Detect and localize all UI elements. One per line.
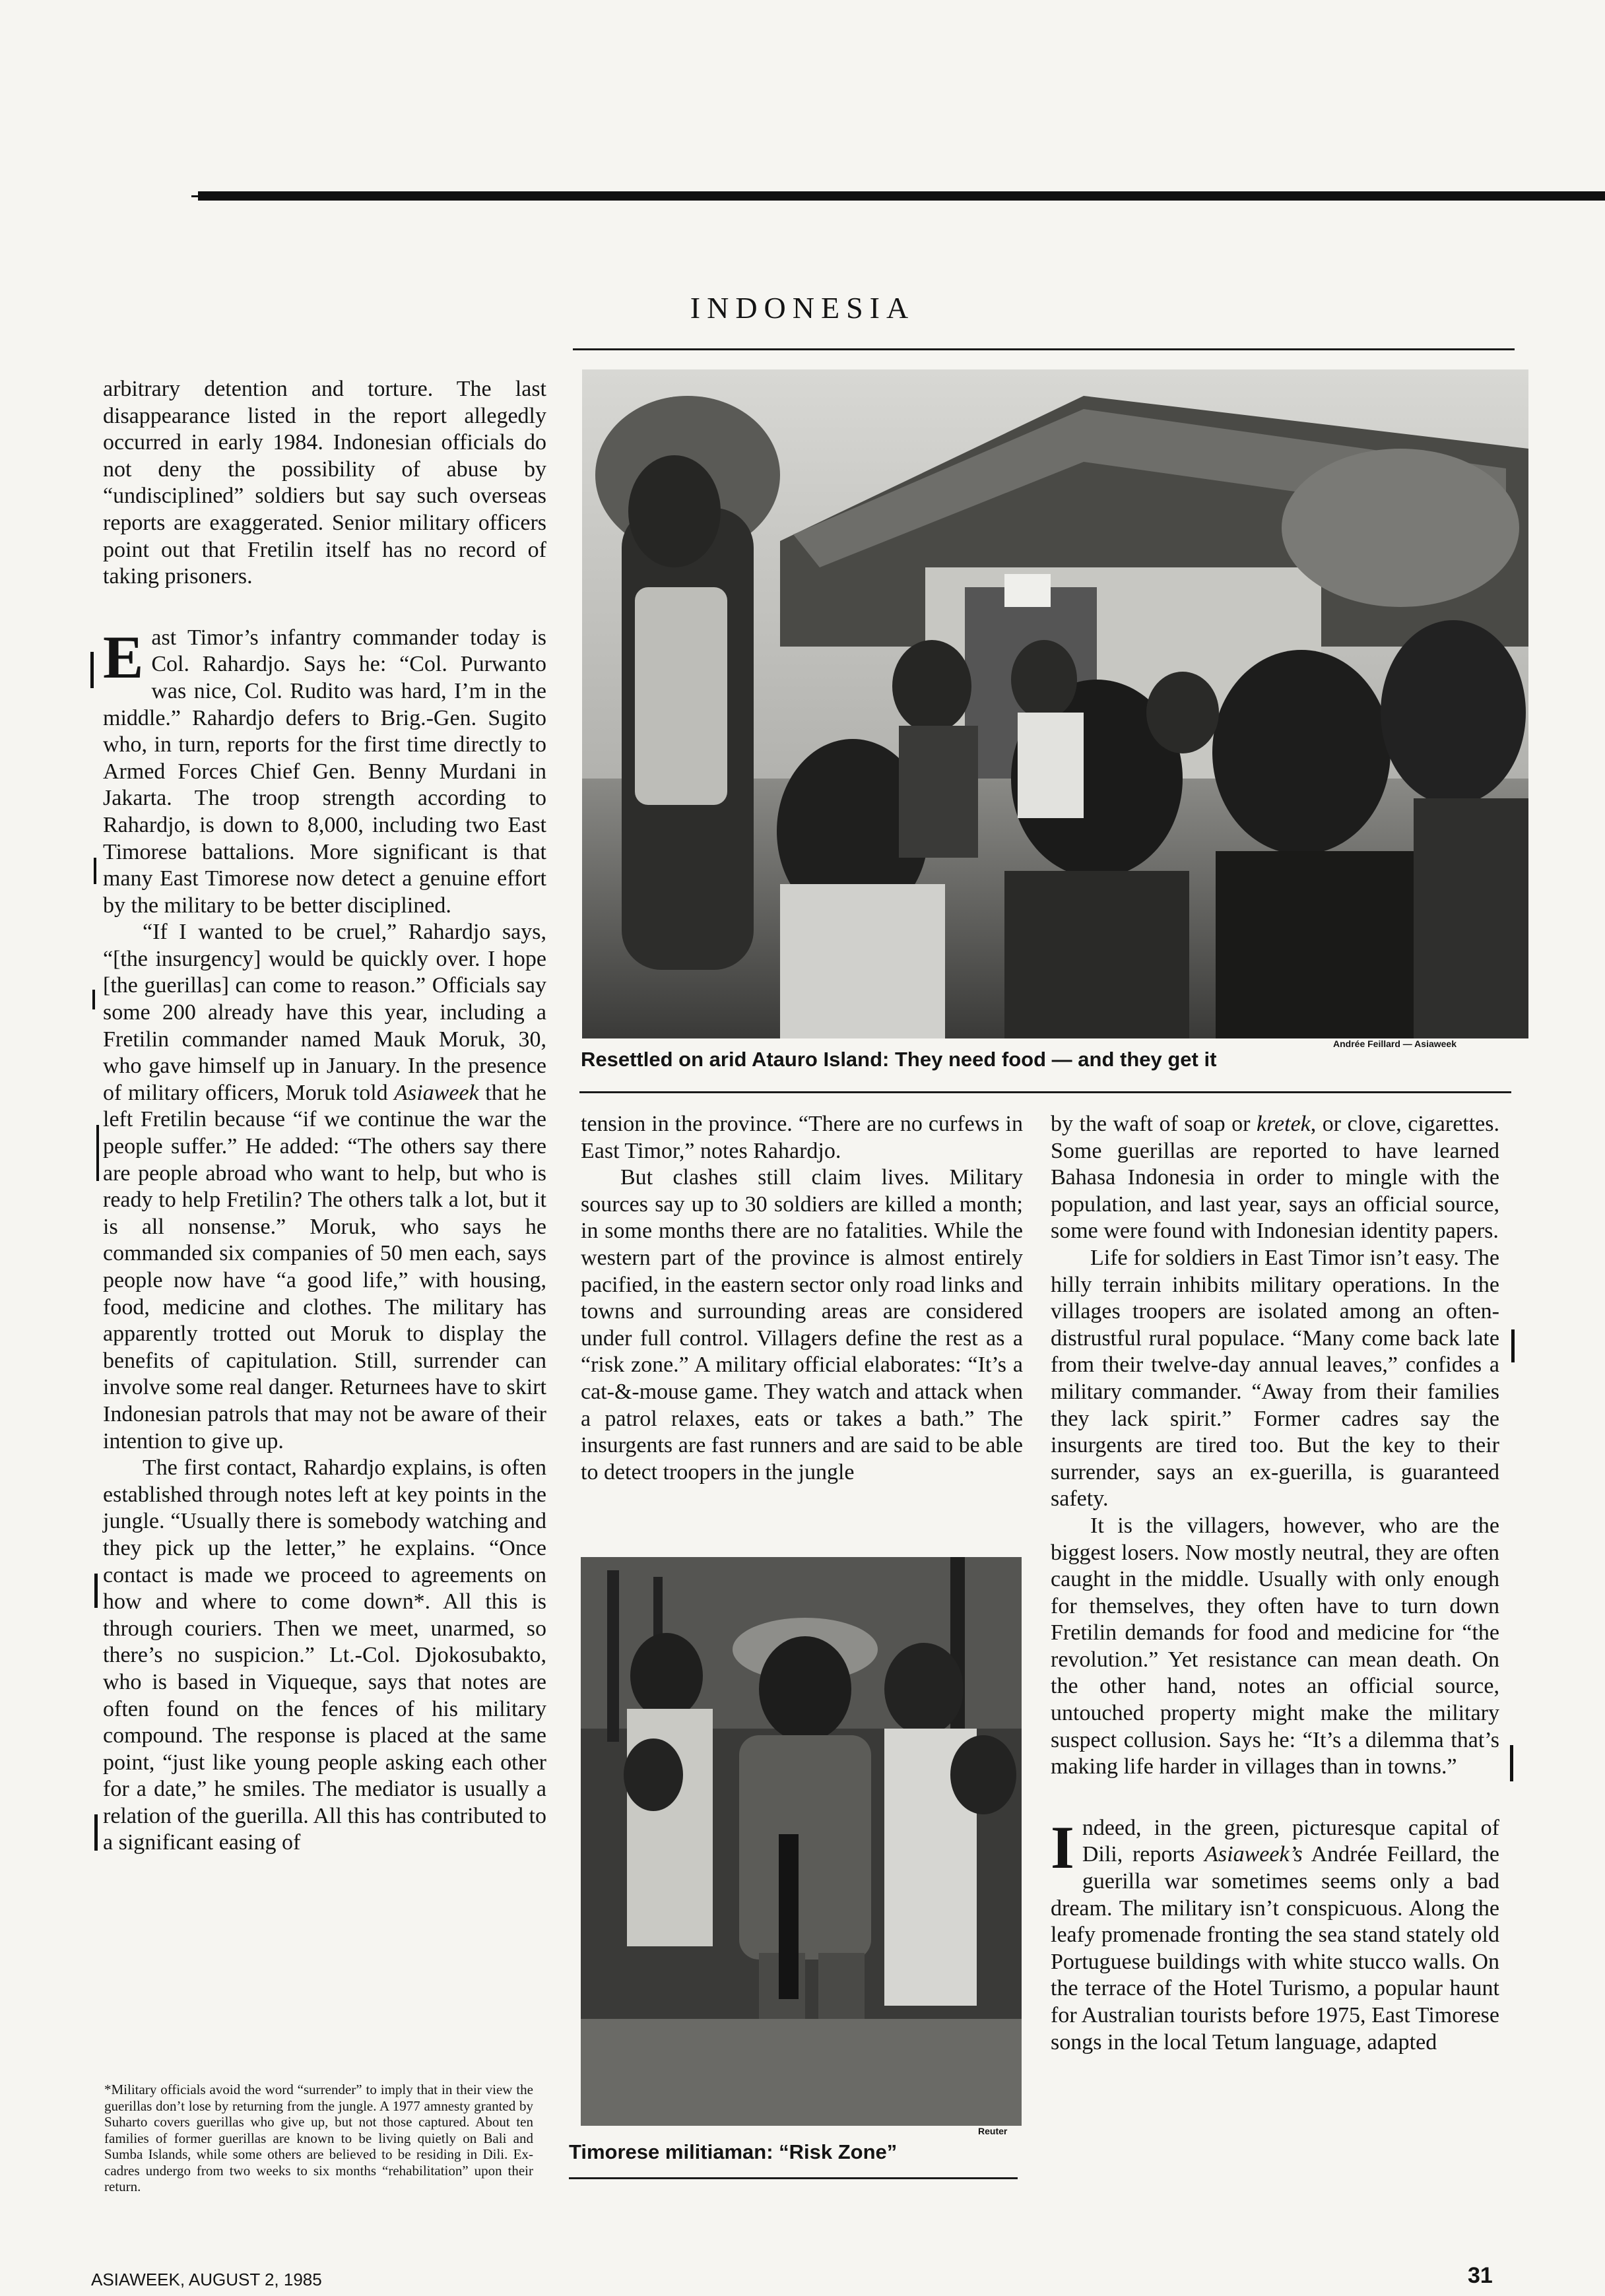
margin-mark	[96, 1125, 99, 1181]
photo-illustration	[582, 369, 1528, 1038]
photo1-caption: Resettled on arid Atauro Island: They need food — and they get it	[581, 1048, 1217, 1071]
margin-mark	[94, 1574, 98, 1608]
col1-paragraph-2: East Timor’s infantry commander today is Col. Rahardjo. Says he: “Col. Purwanto was nice, Col. Rudito was hard, I’m in the middle.” Rahardjo defers to Brig.-Gen. Sugito who, in turn, reports for the first time directly to Armed Forces Chief Gen. Benny Murdani in Jakarta. The troop strength according to Rahardjo, is down to 8,000, including two East Timorese battalions. More significant is that many East Timorese now detect a genuine effort by the military to be better disciplined.	[103, 623, 546, 918]
photo2-caption: Timorese militiaman: “Risk Zone”	[569, 2140, 898, 2163]
col1-paragraph-3: “If I wanted to be cruel,” Rahardjo says, “[the insurgency] would be quickly over. I hope [the guerillas] can come to reason.” Officials say some 200 already have this year, including a Fretilin commander named Mauk Moruk, 30, who gave himself up in January. In the presence of military officers, Moruk told Asiaweek that he left Fretilin because “if we continue the war the people suffer.” He added: “The others say there are people abroad who want to help, but who is ready to help Fretilin? The others talk a lot, but it is all nonsense.” Moruk, who says he commanded six companies of 50 men each, says people now have “a good life,” with housing, food, medicine and clothes. The military has apparently trotted out Moruk to display the benefits of capitulation. Still, surrender can involve some real danger. Returnees have to skirt Indonesian patrols that may not be aware of their intention to give up.	[103, 920, 547, 1453]
margin-mark	[1511, 1329, 1515, 1362]
col3-paragraph-2: Life for soldiers in East Timor isn’t easy. The hilly terrain inhibits military operations. In the villages troopers are isolated among an often-distrustful rural populace. “Many come back late from their twelve-day annual leaves,” confides a military commander. “Away from their families they lack spirit.” Former cadres say the insurgents are tired too. But the key to their surrender, says an ex-guerilla, is guaranteed safety.	[1051, 1245, 1499, 1512]
photo-timorese-militiaman	[581, 1557, 1022, 2126]
col2-paragraph-1: tension in the province. “There are no curfews in East Timor,” notes Rahardjo.	[581, 1112, 1023, 1163]
column-1	[103, 376, 546, 1857]
col3-paragraph-3: It is the villagers, however, who are the biggest losers. Now mostly neutral, they are often caught in the middle. Usually with only enough for themselves, they often have to turn down Fretilin demands for food and medicine for “the revolution.” Yet resistance can mean death. On the other hand, notes an official source, untouched property might make the military suspect collusion. Says he: “It’s a dilemma that’s making life harder in villages than in towns.”	[1051, 1513, 1499, 1779]
col3-paragraph-1: by the waft of soap or kretek, or clove, cigarettes. Some guerillas are reported to have learned Bahasa Indonesia in order to mingle with the population, and last year, says an official source, some were found with Indonesian identity papers.	[1051, 1112, 1499, 1244]
top-rule	[198, 191, 1605, 201]
photo1-credit: Andrée Feillard — Asiaweek	[1333, 1038, 1457, 1049]
col3-paragraph-4: Indeed, in the green, picturesque capital of Dili, reports Asiaweek’s Andrée Feillard, the guerilla war sometimes seems only a bad dream. The military isn’t conspicuous. Along the leafy promenade fronting the sea stand stately old Portuguese buildings with white stucco walls. On the terrace of the Hotel Turismo, a popular haunt for Australian tourists before 1975, East Timorese songs in the local Tetum language, adapted	[1051, 1813, 1499, 2055]
photo-resettled-villagers	[582, 369, 1528, 1038]
margin-mark	[1510, 1745, 1513, 1781]
column-2	[581, 1111, 1023, 1486]
footer-publication: ASIAWEEK, AUGUST 2, 1985	[91, 2270, 322, 2289]
photo2-credit: Reuter	[978, 2126, 1008, 2136]
margin-mark	[94, 858, 96, 884]
footnote: *Military officials avoid the word “surrender” to imply that in their view the guerillas don’t lose by returning from the jungle. A 1977 amnesty granted by Suharto covers guerillas who give up, but not those captured. About ten families of former guerillas are known to be living quietly on Bali and Sumba Islands, while some others are believed to be residing in Dili. Ex-cadres undergo from two weeks to six months “rehabilitation” upon their return.	[104, 2082, 533, 2194]
col2-paragraph-2: But clashes still claim lives. Military sources say up to 30 soldiers are killed a month; in some months there are no fatalities. While the western part of the province is almost entirely pacified, in the eastern sector only road links and towns and surrounding areas are considered under full control. Villagers define the rest as a “risk zone.” A military official elaborates: “It’s a cat-&-mouse game. They watch and attack when a patrol relaxes, eats or takes a bath.” The insurgents are fast runners and are said to be able to detect troopers in the jungle	[581, 1165, 1023, 1484]
dropcap-e: E	[103, 623, 144, 691]
section-title: INDONESIA	[690, 291, 915, 325]
margin-mark	[92, 990, 95, 1009]
margin-mark	[94, 1814, 98, 1851]
col1-paragraph-1: arbitrary detention and torture. The last disappearance listed in the report allegedly occurred in early 1984. Indonesian officials do not deny the possibility of abuse by “undisciplined” soldiers but say such overseas reports are exaggerated. Senior military officers point out that Fretilin itself has no record of taking prisoners.	[103, 377, 546, 589]
photo-illustration	[581, 1557, 1022, 2126]
margin-mark	[90, 652, 94, 688]
column-3	[1051, 1111, 1499, 2056]
caption-rule	[579, 1091, 1511, 1093]
dropcap-i: I	[1051, 1813, 1074, 1881]
section-rule	[573, 348, 1515, 350]
col1-paragraph-4: The first contact, Rahardjo explains, is often established through notes left at key points in the jungle. “Usually there is somebody watching and they pick up the letter,” he explains. “Once contact is made we proceed to agreements on how and where to come down*. All this is through couriers. Then we meet, unarmed, so there’s no suspicion.” Lt.-Col. Djokosubakto, who is based in Viqueque, says that notes are often found on the fences of his military compound. The response is placed at the same point, “just like young people asking each other for a date,” he smiles. The mediator is usually a relation of the guerilla. All this has contributed to a significant easing of	[103, 1455, 546, 1855]
caption2-rule	[569, 2177, 1018, 2179]
page-number: 31	[1468, 2263, 1493, 2288]
